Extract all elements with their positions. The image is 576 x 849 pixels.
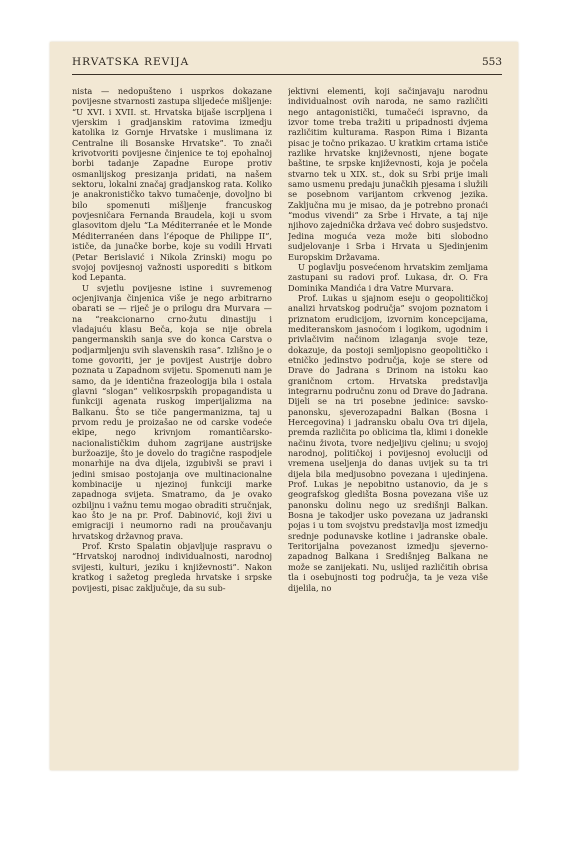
page-header [72, 54, 502, 75]
paragraph: U svjetlu povijesne istine i suvremenog ocjenjivanja činjenica više je nego arbitrarno obarati se — riječ je o prilogu dra Murvara — na “reakcionarno crno-žutu dinastiju i vladajuću klasu Beča, koja se nije obrela pangermanskih sanja sve do konca Carstva o podjarmljenju svih slavenskih rasa”. Izlišno je o tome govoriti, jer je povijest Austrije dobro poznata u Zapadnom svijetu. Spomenuti nam je samo, da je identična frazeologija bila i ostala glavni “slogan” velikosrpskih propagandista u funkciji agenata ruskog imperijalizma na Balkanu. Što se tiče pangermanizma, taj u prvom redu je proizašao ne od carske vodeće ekipe, nego krivnjom romantičarsko-nacionalističkim duhom zagrijane austrijske buržoazije, što je dovelo do tragične raspodjele monarhije na dva dijela, izgubivši se pravi i jedini smisao postojanja ove multinacionalne kombinacije u njezinoj funkciji marke zapadnoga svijeta. Smatramo, da je ovako ozbiljnu i važnu temu mogao obraditi stručnjak, kao što je na pr. Prof. Dabinović, koji živi u emigraciji i neumorno radi na proučavanju hrvatskog državnog prava. [72, 282, 272, 541]
paragraph: nista — nedopušteno i usprkos dokazane povijesne stvarnosti zastupa slijedeće mišljenje: “U XVI. i XVII. st. Hrvatska bijaše iscrpljena i vjerskim i gradjanskim ratovima izmedju katolika iz Gornje Hrvatske i muslimana iz Centralne ili Bosanske Hrvatske”. To znači krivotvoriti povijesne činjenice te toj epohalnoj borbi tadanje Zapadne Europe protiv osmanlijskog presizanja pridati, na našem sektoru, lokalni značaj gradjanskog rata. Koliko je anakronističko takvo tumačenje, dovoljno bi bilo spomenuti mišljenje francuskog povjesničara Fernanda Braudela, koji u svom glasovitom djelu “La Méditerranée et le Monde Méditerranéen dans l’époque de Philippe II”, ističe, da junačke borbe, koje su vodili Hrvati (Petar Berislavić i Nikola Zrinski) mogu po svojoj povijesnoj važnosti usporediti s bitkom kod Lepanta. [72, 86, 272, 283]
paragraph: Prof. Lukas u sjajnom eseju o geopolitičkoj analizi hrvatskog područja” svojom poznatom i priznatom erudicijom, izvornim koncepcijama, mediteranskom jasnoćom i logikom, ugodnim i privlačivim načinom izlaganja svoje teze, dokazuje, da postoji semljopisno geopolitičko i etničko jedinstvo područja, koje se stere od Drave do Jadrana s Drinom na istoku kao graničnom crtom. Hrvatska predstavlja integrarnu područnu zonu od Drave do Jadrana. Dijeli se na tri posebne jedinice: savsko-panonsku, sjeverozapadni Balkan (Bosna i Hercegovina) i jadransku obalu Ova tri dijela, premda različita po oblicima tla, klimi i donekle načinu života, tvore nedjeljivu cjelinu; u svojoj narodnoj, političkoj i povijesnoj evoluciji od vremena useljenja do danas uvijek su ta tri dijela bila medjusobno povezana i ujedinjena. Prof. Lukas je nepobitno ustanovio, da je s geografskog gledišta Bosna povezana više uz panonsku dolinu nego uz središnji Balkan. Bosna je takodjer usko povezana uz jadranski pojas i u tom svojstvu predstavlja most izmedju srednje podunavske kotline i jadranske obale. Teritorijalna povezanost izmedju sjeverno-zapadnog Balkana i Središnjeg Balkana ne može se zanijekati. Nu, usliјed različitih obrisa tla i osebujnosti tog područja, ta je veza više dijelila, no [288, 292, 488, 593]
text-column-right [288, 86, 488, 760]
paragraph: U poglavlju posvećenom hrvatskim zemljama zastupani su radovi prof. Lukasa, dr. O. Fra Dominika Mandića i dra Vatre Murvara. [288, 261, 488, 293]
running-title: HRVATSKA REVIJA [72, 56, 190, 68]
paragraph: jektivni elementi, koji sačinjavaju narodnu individualnost ovih naroda, ne samo različiti nego antagonistički, tumačeći ispravno, da izvor tome treba tražiti u pripadnosti dvjema različitim kulturama. Raspon Rima i Bizanta pisac je točno prikazao. U kratkim crtama ističe razlike hrvatske književnosti, njene bogate baštine, te srpske književnosti, koja je počela stvarno tek u XIX. st., dok su Srbi prije imali samo usmenu predaju junačkih pjesama i služili se posebnom varijantom crkvenog jezika. Zaključna mu je misao, da je potrebno pronaći “modus vivendi” za Srbe i Hrvate, a taj nije njihovo zajednička država već dobro susjedstvo. Jedina moguća veza može biti slobodno sudjelovanje i Srba i Hrvata u Sjedinjenim Europskim Državama. [288, 86, 488, 262]
journal-page [50, 42, 518, 770]
page-number: 553 [481, 56, 502, 68]
text-column-left [72, 86, 272, 760]
paragraph: Prof. Krsto Spalatin objavljuje raspravu o “Hrvatskoj narodnoj individualnosti, narodnoj svijesti, kulturi, jeziku i književnosti”. Nakon kratkog i sažetog pregleda hrvatske i srpske povijesti, pisac zaključuje, da su sub- [72, 541, 272, 593]
